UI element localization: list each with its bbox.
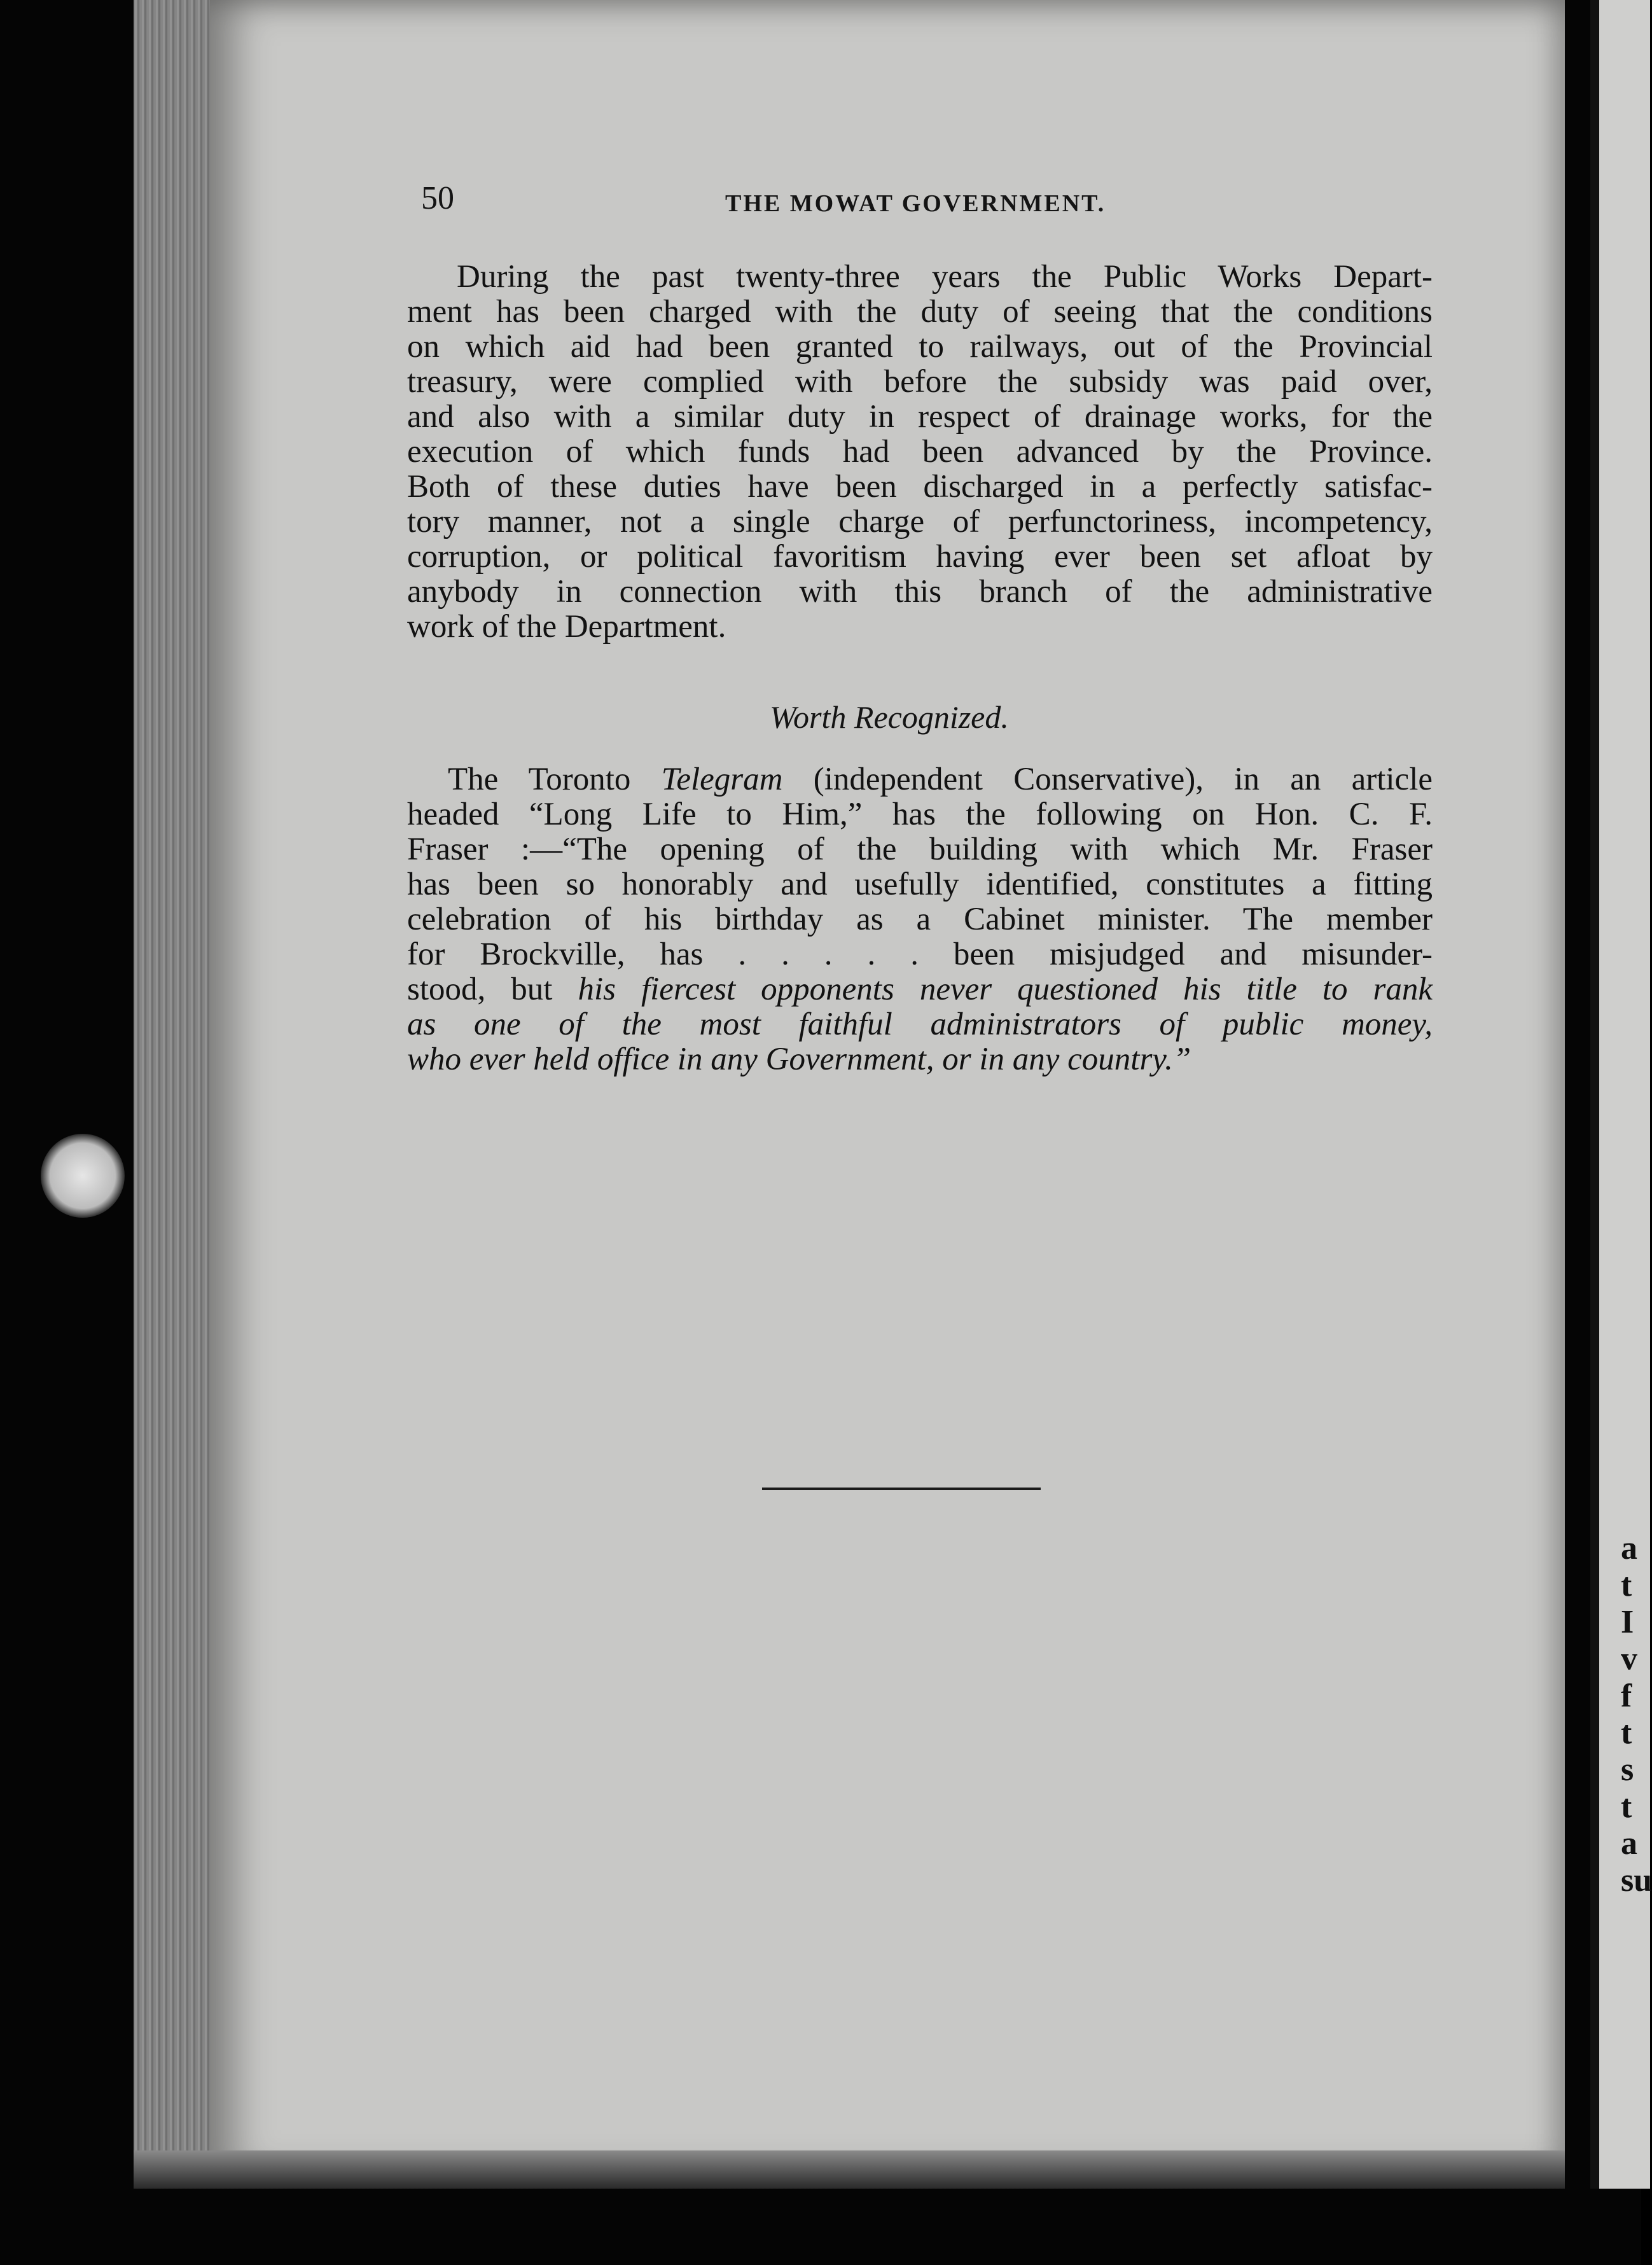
text-line: treasury, were complied with before the subsidy was paid over, xyxy=(407,364,1433,400)
italic-quote-line: as one of the most faithful administrators of public money, xyxy=(407,1007,1433,1042)
text-run: (independent Conservative), in an article xyxy=(782,762,1433,797)
fragment-letter: s xyxy=(1621,1752,1634,1788)
text-line: Both of these duties have been discharged in a perfectly satisfac- xyxy=(407,469,1433,505)
fragment-letter: t xyxy=(1621,1788,1632,1825)
text-line: During the past twenty-three years the Public Works Depart- xyxy=(457,259,1433,295)
paragraph-telegram-quote xyxy=(407,762,1433,1077)
text-line: and also with a similar duty in respect of drainage works, for the xyxy=(407,399,1433,435)
text-line: for Brockville, has . . . . . been misjudged and misunder- xyxy=(407,937,1433,972)
fragment-letter: su xyxy=(1621,1862,1652,1899)
text-line: Fraser :—“The opening of the building with which Mr. Fraser xyxy=(407,832,1433,867)
section-heading: Worth Recognized. xyxy=(770,699,1009,735)
text-line: work of the Department. xyxy=(407,609,726,645)
text-line: execution of which funds had been advanced by the Province. xyxy=(407,434,1433,470)
facing-page-text-fragment xyxy=(1621,1530,1652,1899)
page-bottom-shadow xyxy=(134,2150,1565,2189)
fragment-letter: f xyxy=(1621,1678,1632,1714)
paragraph-public-works xyxy=(407,260,1433,645)
text-line: corruption, or political favoritism having ever been set afloat by xyxy=(407,539,1433,575)
text-line: ment has been charged with the duty of seeing that the conditions xyxy=(407,294,1433,330)
text-run: The Toronto xyxy=(448,762,662,797)
text-line: tory manner, not a single charge of perfunctoriness, incompetency, xyxy=(407,504,1433,540)
text-line xyxy=(407,972,1433,1007)
page-number: 50 xyxy=(421,180,454,216)
fragment-letter: v xyxy=(1621,1641,1637,1677)
newspaper-title: Telegram xyxy=(661,762,783,797)
text-line: on which aid had been granted to railways, out of the Provincial xyxy=(407,329,1433,365)
text-line: anybody in connection with this branch of the administrative xyxy=(407,574,1433,610)
text-line xyxy=(407,762,1433,797)
fragment-letter: t xyxy=(1621,1567,1632,1603)
text-line: headed “Long Life to Him,” has the following on Hon. C. F. xyxy=(407,797,1433,832)
text-line: celebration of his birthday as a Cabinet minister. The member xyxy=(407,902,1433,937)
italic-quote-line: who ever held office in any Government, or in any country.” xyxy=(407,1042,1191,1077)
fragment-letter: a xyxy=(1621,1530,1637,1566)
section-end-rule xyxy=(762,1488,1041,1490)
fragment-letter: I xyxy=(1621,1604,1634,1640)
fragment-letter: t xyxy=(1621,1715,1632,1751)
running-head: THE MOWAT GOVERNMENT. xyxy=(725,190,1106,217)
italic-quote: his fiercest opponents never questioned his title to rank xyxy=(578,972,1433,1007)
fragment-letter: a xyxy=(1621,1825,1637,1862)
book-page-edges xyxy=(134,0,223,2189)
text-line: has been so honorably and usefully identified, constitutes a fitting xyxy=(407,867,1433,902)
dust-spot xyxy=(41,1134,125,1218)
text-run: stood, but xyxy=(407,972,578,1007)
